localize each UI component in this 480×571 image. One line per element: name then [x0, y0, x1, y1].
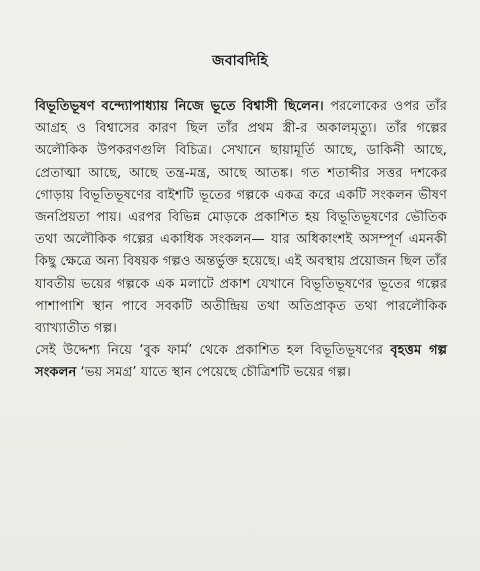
- paragraph-1-rest: পরলোকের ওপর তাঁর আগ্রহ ও বিশ্বাসের কারণ ছিল তাঁর প্রথম স্ত্রী-র অকালমৃত্যু। তাঁর গল্পের অলৌকিক উপকরণগুলি বিচিত্র। সেখানে ছায়ামূর্তি আছে, ডাকিনী আছে, প্রেতাত্মা আছে, আছে তন্ত্র-মন্ত্র, আছে আতঙ্ক। গত শতাব্দীর সত্তর দশকের গোড়ায় বিভূতিভূষণের বাইশটি ভূতের গল্পকে একত্র করে একটি সংকলন ভীষণ জনপ্রিয়তা পায়। এরপর বিভিন্ন মোড়কে প্রকাশিত হয় বিভূতিভূষণের ভৌতিক তথা অলৌকিক গল্পের একাধিক সংকলন— যার অধিকাংশই অসম্পূর্ণ এমনকী কিছু ক্ষেত্রে অন্য বিষয়ক গল্পও অন্তর্ভুক্ত হয়েছে। এই অবস্থায় প্রয়োজন ছিল তাঁর যাবতীয় ভয়ের গল্পকে এক মলাটে প্রকাশ যেখানে বিভূতিভূষণের ভূতের গল্পের পাশাপাশি স্থান পাবে সবকটি অতীন্দ্রিয় তথা অতিপ্রাকৃত তথা পারলৌকিক ব্যাখ্যাতীত গল্প।: [35, 99, 448, 337]
- paragraph-2-outro: ‘ভয় সমগ্র’ যাতে স্থান পেয়েছে চৌত্রিশটি ভয়ের গল্প।: [76, 365, 351, 381]
- lead-sentence: বিভূতিভূষণ বন্দ্যোপাধ্যায় নিজে ভূতে বিশ্বাসী ছিলেন।: [35, 99, 324, 114]
- paragraph-2-intro: সেই উদ্দেশ্য নিয়ে ‘বুক ফার্ম’ থেকে প্রকাশিত হল বিভূতিভূষণের: [35, 343, 391, 359]
- body-text: [35, 96, 447, 385]
- paragraph-1: [35, 96, 447, 340]
- paragraph-2: [35, 340, 447, 384]
- paragraph-2-bold: বৃহত্তম গল্প সংকলন: [35, 343, 448, 381]
- page-title: জবাবদিহি: [212, 53, 268, 69]
